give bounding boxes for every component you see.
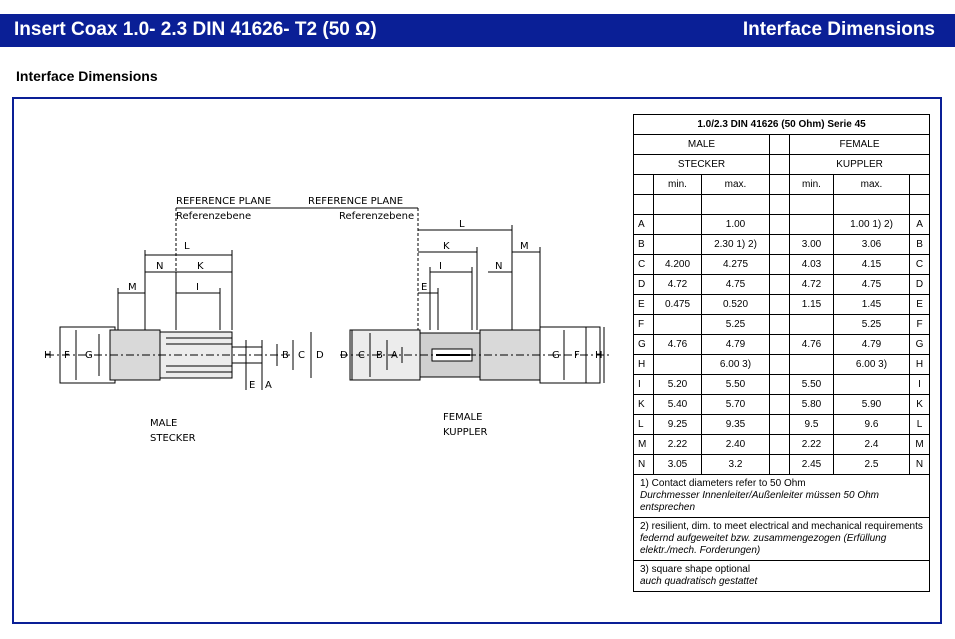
dim-C-female: C bbox=[358, 350, 365, 361]
row-key-right: N bbox=[910, 455, 930, 475]
dim-L-female: L bbox=[459, 219, 465, 230]
dim-N-female: N bbox=[495, 261, 503, 272]
male-min-cell: 4.200 bbox=[654, 255, 702, 275]
table-row bbox=[634, 275, 930, 295]
male-min-cell: 2.22 bbox=[654, 435, 702, 455]
section-header: Interface Dimensions bbox=[742, 19, 935, 40]
male-max-cell: 0.520 bbox=[702, 295, 770, 315]
dim-I-female: I bbox=[439, 261, 442, 272]
dim-K-male: K bbox=[197, 261, 204, 272]
dim-L-male: L bbox=[184, 241, 190, 252]
female-max-cell: 5.90 bbox=[834, 395, 910, 415]
page-subtitle: Interface Dimensions bbox=[16, 68, 158, 84]
male-max-cell: 6.00 3) bbox=[702, 355, 770, 375]
dim-A-male: A bbox=[265, 380, 272, 391]
female-min-cell: 1.15 bbox=[790, 295, 834, 315]
row-key-right: I bbox=[910, 375, 930, 395]
dimension-table bbox=[633, 114, 930, 592]
female-max-cell: 4.79 bbox=[834, 335, 910, 355]
row-key: M bbox=[634, 435, 654, 455]
row-key-right: K bbox=[910, 395, 930, 415]
female-max-cell: 2.5 bbox=[834, 455, 910, 475]
male-connector-drawing bbox=[46, 250, 311, 390]
female-max-cell: 6.00 3) bbox=[834, 355, 910, 375]
male-header: MALE bbox=[634, 135, 770, 155]
female-max-header: max. bbox=[834, 175, 910, 195]
row-key-right: F bbox=[910, 315, 930, 335]
row-key: N bbox=[634, 455, 654, 475]
male-max-cell: 4.75 bbox=[702, 275, 770, 295]
female-max-cell: 3.06 bbox=[834, 235, 910, 255]
female-header: FEMALE bbox=[790, 135, 930, 155]
female-max-cell: 1.45 bbox=[834, 295, 910, 315]
female-min-cell: 3.00 bbox=[790, 235, 834, 255]
row-key: C bbox=[634, 255, 654, 275]
male-min-cell: 9.25 bbox=[654, 415, 702, 435]
male-max-cell: 5.25 bbox=[702, 315, 770, 335]
male-caption: MALE bbox=[150, 418, 178, 429]
female-max-cell: 1.00 1) 2) bbox=[834, 215, 910, 235]
note-2-de: federnd aufgeweitet bzw. zusammengezogen (Erfüllung elektr./mech. Forderungen) bbox=[640, 533, 887, 556]
dim-D-female: D bbox=[340, 350, 348, 361]
ref-plane-label-2-de: Referenzebene bbox=[339, 211, 415, 222]
male-max-cell: 5.50 bbox=[702, 375, 770, 395]
row-key-right: H bbox=[910, 355, 930, 375]
female-min-cell: 4.72 bbox=[790, 275, 834, 295]
dim-G-female: G bbox=[552, 350, 560, 361]
row-key: G bbox=[634, 335, 654, 355]
male-min-cell: 5.20 bbox=[654, 375, 702, 395]
row-key-right: M bbox=[910, 435, 930, 455]
dim-E-male: E bbox=[249, 380, 256, 391]
table-row bbox=[634, 375, 930, 395]
dim-G-male: G bbox=[85, 350, 93, 361]
female-min-cell: 2.45 bbox=[790, 455, 834, 475]
table-row bbox=[634, 315, 930, 335]
row-key-right: G bbox=[910, 335, 930, 355]
table-row bbox=[634, 435, 930, 455]
male-max-cell: 2.40 bbox=[702, 435, 770, 455]
note-2-en: 2) resilient, dim. to meet electrical and mechanical requirements bbox=[640, 521, 923, 532]
row-key: A bbox=[634, 215, 654, 235]
female-min-header: min. bbox=[790, 175, 834, 195]
male-min-cell: 5.40 bbox=[654, 395, 702, 415]
table-row bbox=[634, 395, 930, 415]
dim-M-male: M bbox=[128, 282, 137, 293]
female-min-cell: 4.03 bbox=[790, 255, 834, 275]
female-max-cell: 5.25 bbox=[834, 315, 910, 335]
female-min-cell: 2.22 bbox=[790, 435, 834, 455]
table-row bbox=[634, 295, 930, 315]
ref-plane-label-2: REFERENCE PLANE bbox=[308, 196, 404, 207]
female-min-cell: 5.50 bbox=[790, 375, 834, 395]
table-row bbox=[634, 215, 930, 235]
female-caption-de: KUPPLER bbox=[443, 427, 488, 438]
female-max-cell bbox=[834, 375, 910, 395]
row-key: I bbox=[634, 375, 654, 395]
dim-A-female: A bbox=[391, 350, 398, 361]
table-row bbox=[634, 255, 930, 275]
row-key-right: C bbox=[910, 255, 930, 275]
row-key-right: B bbox=[910, 235, 930, 255]
row-key: L bbox=[634, 415, 654, 435]
dim-E-female: E bbox=[421, 282, 428, 293]
male-min-cell: 3.05 bbox=[654, 455, 702, 475]
note-1 bbox=[634, 475, 930, 518]
male-min-cell: 0.475 bbox=[654, 295, 702, 315]
kuppler-header: KUPPLER bbox=[790, 155, 930, 175]
dim-K-female: K bbox=[443, 241, 450, 252]
female-max-cell: 4.15 bbox=[834, 255, 910, 275]
dim-D-male: D bbox=[316, 350, 324, 361]
table-row bbox=[634, 235, 930, 255]
ref-plane-label-1: REFERENCE PLANE bbox=[176, 196, 272, 207]
male-max-cell: 3.2 bbox=[702, 455, 770, 475]
row-key: K bbox=[634, 395, 654, 415]
dim-F-male: F bbox=[64, 350, 70, 361]
row-key-right: D bbox=[910, 275, 930, 295]
dim-H-male: H bbox=[44, 350, 52, 361]
dim-H-female: H bbox=[595, 350, 603, 361]
dim-I-male: I bbox=[196, 282, 199, 293]
row-key: B bbox=[634, 235, 654, 255]
male-min-header: min. bbox=[654, 175, 702, 195]
male-max-cell: 9.35 bbox=[702, 415, 770, 435]
table-row bbox=[634, 455, 930, 475]
note-3 bbox=[634, 561, 930, 592]
female-max-cell: 2.4 bbox=[834, 435, 910, 455]
female-max-cell: 4.75 bbox=[834, 275, 910, 295]
male-min-cell bbox=[654, 355, 702, 375]
row-key-right: A bbox=[910, 215, 930, 235]
female-min-cell bbox=[790, 315, 834, 335]
male-max-cell: 4.275 bbox=[702, 255, 770, 275]
male-min-cell: 4.72 bbox=[654, 275, 702, 295]
table-row bbox=[634, 335, 930, 355]
female-min-cell bbox=[790, 215, 834, 235]
ref-plane-label-1-de: Referenzebene bbox=[176, 211, 252, 222]
row-key: H bbox=[634, 355, 654, 375]
stecker-header: STECKER bbox=[634, 155, 770, 175]
female-min-cell: 9.5 bbox=[790, 415, 834, 435]
note-1-en: 1) Contact diameters refer to 50 Ohm bbox=[640, 478, 806, 489]
document-title: Insert Coax 1.0- 2.3 DIN 41626- T2 (50 Ω) bbox=[14, 19, 377, 40]
row-key-right: L bbox=[910, 415, 930, 435]
male-caption-de: STECKER bbox=[150, 433, 196, 444]
dim-M-female: M bbox=[520, 241, 529, 252]
note-3-de: auch quadratisch gestattet bbox=[640, 576, 758, 587]
male-max-cell: 1.00 bbox=[702, 215, 770, 235]
dim-N-male: N bbox=[156, 261, 164, 272]
female-min-cell: 5.80 bbox=[790, 395, 834, 415]
table-row bbox=[634, 415, 930, 435]
note-1-de: Durchmesser Innenleiter/Außenleiter müssen 50 Ohm entsprechen bbox=[640, 490, 879, 513]
male-min-cell bbox=[654, 315, 702, 335]
male-max-header: max. bbox=[702, 175, 770, 195]
note-2 bbox=[634, 518, 930, 561]
row-key: F bbox=[634, 315, 654, 335]
female-max-cell: 9.6 bbox=[834, 415, 910, 435]
dim-B-male: B bbox=[282, 350, 289, 361]
male-min-cell bbox=[654, 235, 702, 255]
table-row bbox=[634, 355, 930, 375]
male-max-cell: 2.30 1) 2) bbox=[702, 235, 770, 255]
note-3-en: 3) square shape optional bbox=[640, 564, 751, 575]
male-min-cell: 4.76 bbox=[654, 335, 702, 355]
dim-F-female: F bbox=[574, 350, 580, 361]
dim-B-female: B bbox=[376, 350, 383, 361]
male-max-cell: 5.70 bbox=[702, 395, 770, 415]
female-min-cell: 4.76 bbox=[790, 335, 834, 355]
dim-C-male: C bbox=[298, 350, 305, 361]
row-key: E bbox=[634, 295, 654, 315]
male-max-cell: 4.79 bbox=[702, 335, 770, 355]
male-min-cell bbox=[654, 215, 702, 235]
table-title: 1.0/2.3 DIN 41626 (50 Ohm) Serie 45 bbox=[634, 115, 930, 135]
female-min-cell bbox=[790, 355, 834, 375]
row-key-right: E bbox=[910, 295, 930, 315]
female-caption: FEMALE bbox=[443, 412, 483, 423]
row-key: D bbox=[634, 275, 654, 295]
